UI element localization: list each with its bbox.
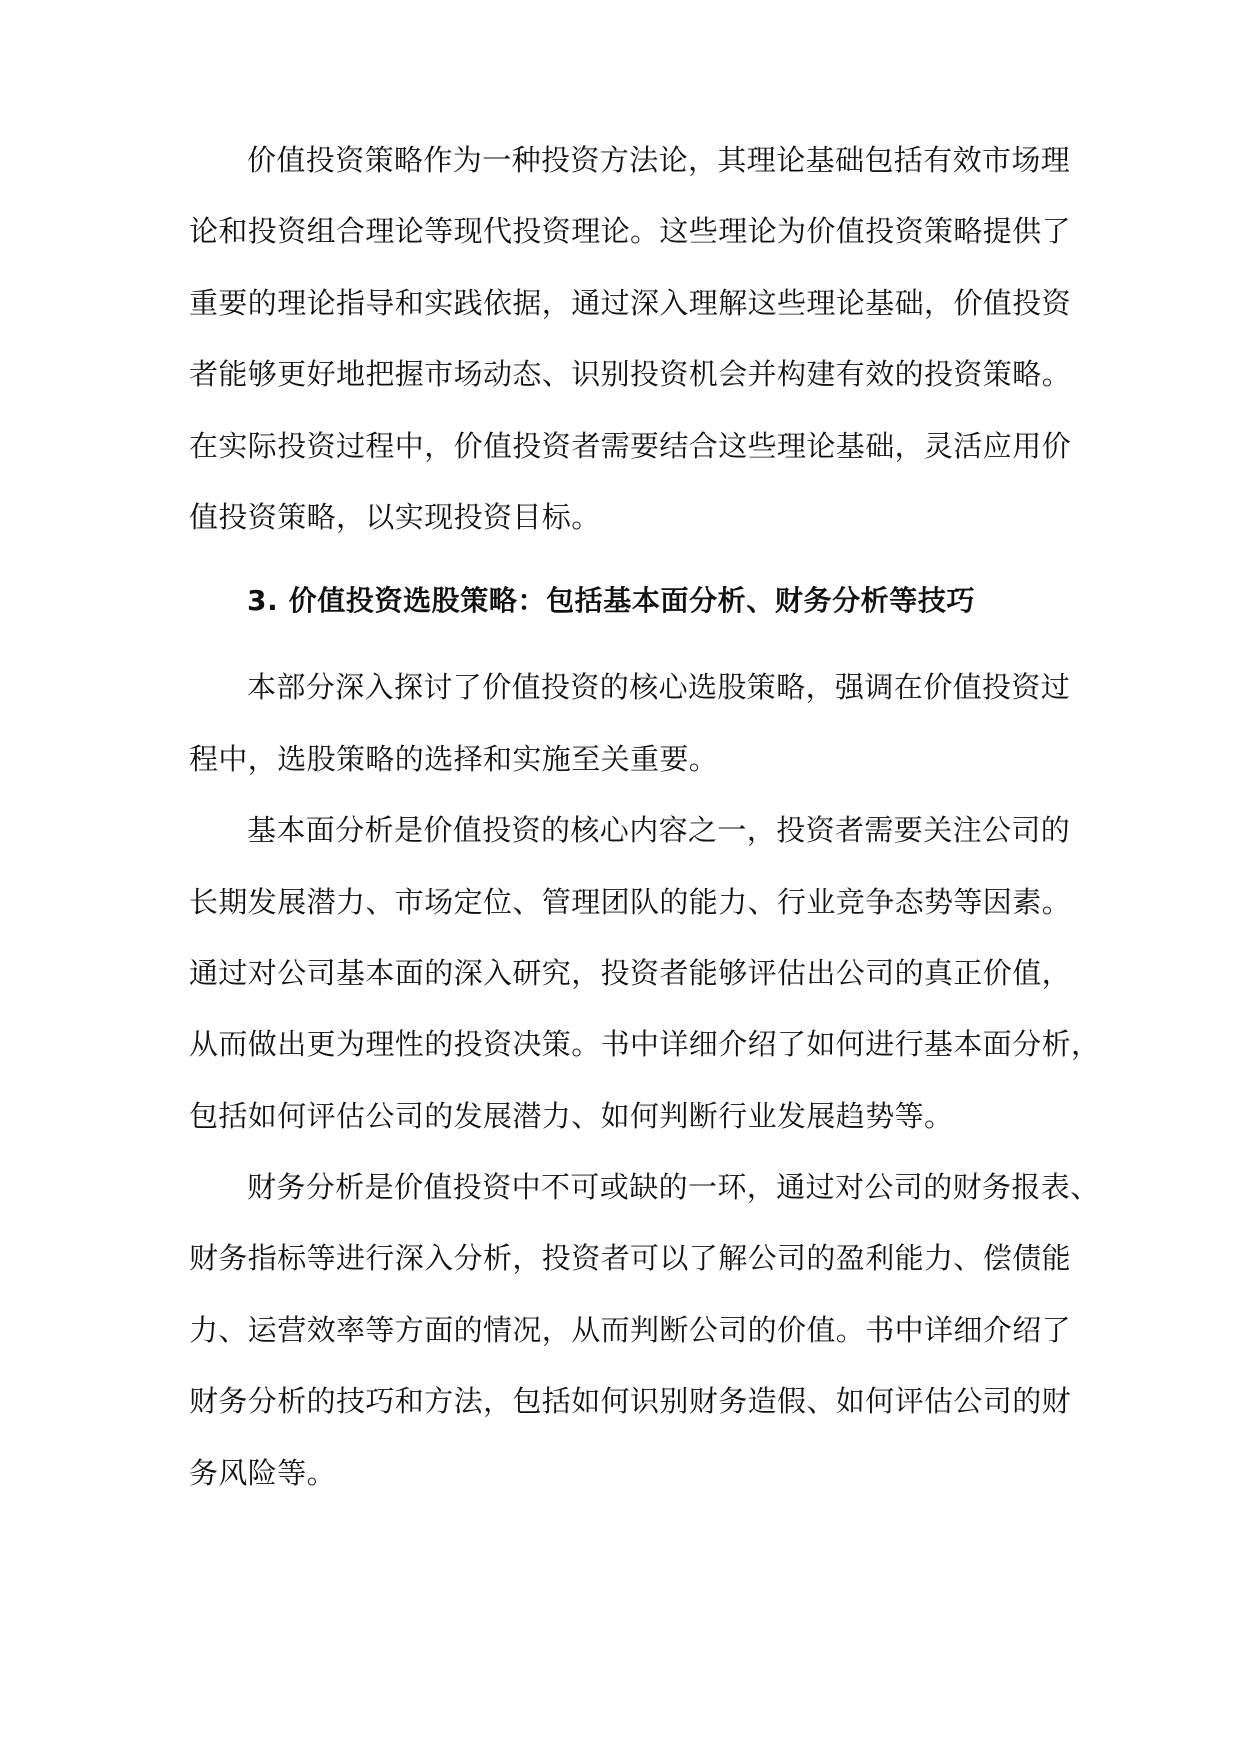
text-line: 本部分深入探讨了价值投资的核心选股策略，强调在价值投资过: [247, 670, 1071, 705]
section-heading-block: [189, 584, 1059, 670]
text-line: 长期发展潜力、市场定位、管理团队的能力、行业竞争态势等因素。: [189, 884, 1072, 919]
text-line: 力、运营效率等方面的情况，从而判断公司的价值。书中详细介绍了: [189, 1312, 1072, 1347]
text-line: 财务分析是价值投资中不可或缺的一环，通过对公司的财务报表、: [247, 1170, 1100, 1205]
text-line: 务风险等。: [189, 1455, 337, 1490]
paragraph-stock-selection-intro: [189, 670, 1071, 813]
text-line: 从而做出更为理性的投资决策。书中详细介绍了如何进行基本面分析，: [189, 1027, 1101, 1062]
text-line: 值投资策略，以实现投资目标。: [189, 499, 601, 534]
section-heading: 3. 价值投资选股策略：包括基本面分析、财务分析等技巧: [247, 584, 976, 618]
text-line: 价值投资策略作为一种投资方法论，其理论基础包括有效市场理: [247, 143, 1071, 177]
text-line: 财务分析的技巧和方法，包括如何识别财务造假、如何评估公司的财: [189, 1384, 1072, 1419]
text-line: 财务指标等进行深入分析，投资者可以了解公司的盈利能力、偿债能: [189, 1241, 1072, 1276]
paragraph-financial-analysis: [189, 1170, 1100, 1527]
paragraph-theory-summary: [189, 143, 1072, 571]
text-line: 在实际投资过程中，价值投资者需要结合这些理论基础，灵活应用价: [189, 428, 1072, 463]
text-line: 包括如何评估公司的发展潜力、如何判断行业发展趋势等。: [189, 1098, 954, 1133]
text-line: 基本面分析是价值投资的核心内容之一，投资者需要关注公司的: [247, 813, 1071, 848]
paragraph-fundamental-analysis: [189, 813, 1101, 1170]
text-line: 通过对公司基本面的深入研究，投资者能够评估出公司的真正价值，: [189, 955, 1072, 990]
text-line: 论和投资组合理论等现代投资理论。这些理论为价值投资策略提供了: [189, 214, 1072, 249]
text-line: 程中，选股策略的选择和实施至关重要。: [189, 741, 719, 776]
document-body: [189, 143, 1101, 1527]
text-line: 重要的理论指导和实践依据，通过深入理解这些理论基础，价值投资: [189, 285, 1072, 320]
text-line: 者能够更好地把握市场动态、识别投资机会并构建有效的投资策略。: [189, 357, 1072, 392]
